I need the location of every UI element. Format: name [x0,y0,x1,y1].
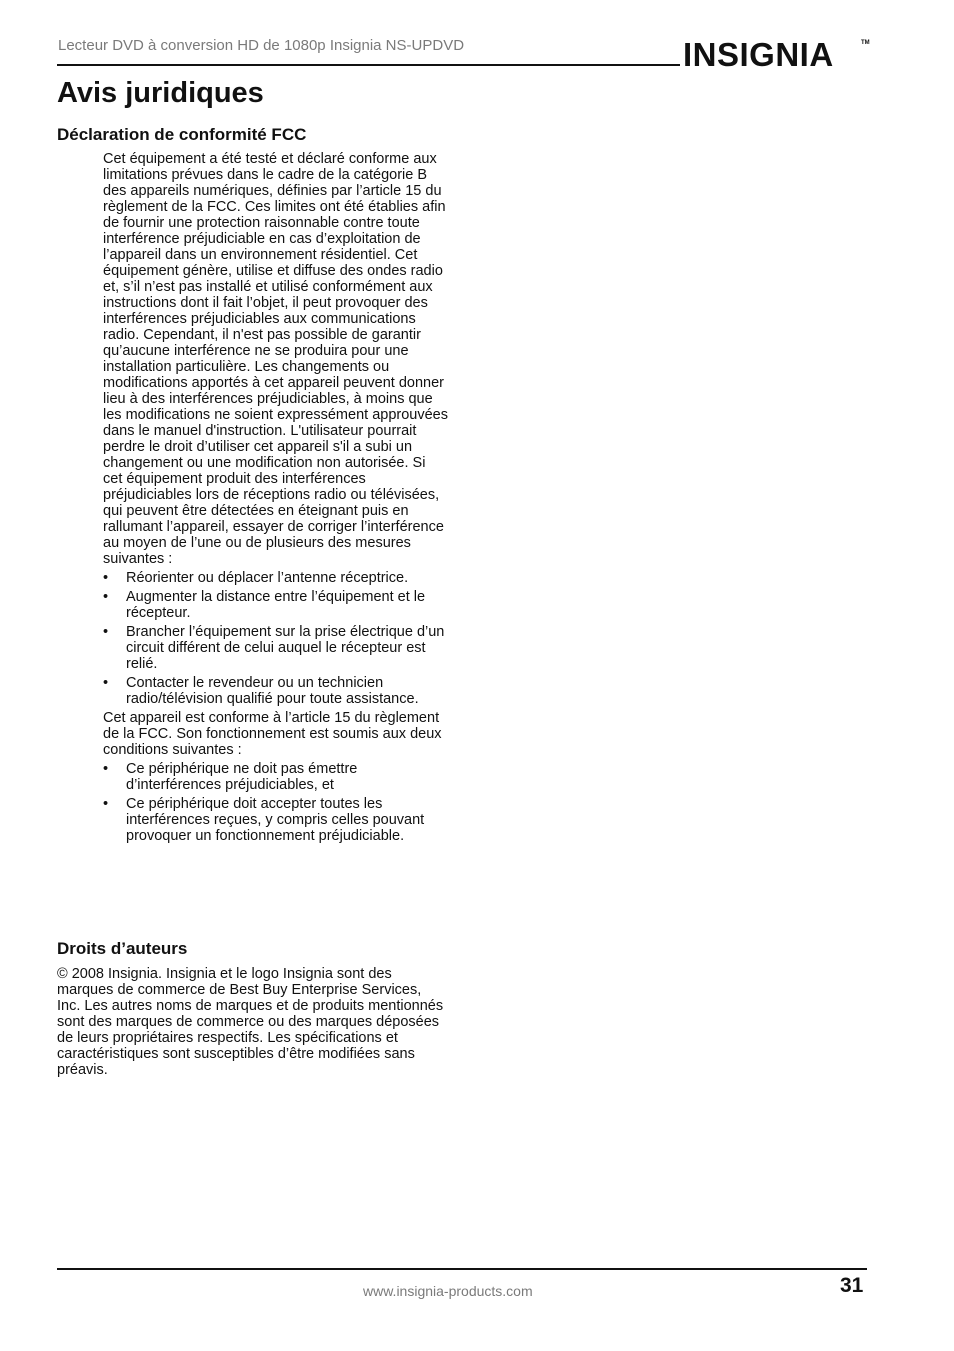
measure-text: Contacter le revendeur ou un technicien radio/télévision qualifié pour toute assistance. [126,675,419,707]
list-item [103,796,448,844]
page-number: 31 [840,1274,864,1297]
header-rule [57,64,680,66]
measure-text: Réorienter ou déplacer l’antenne réceptrice. [126,570,409,586]
logo-trademark: TM [861,40,870,46]
bullet: • [103,624,109,640]
copyright-text: © 2008 Insignia. Insignia et le logo Insignia sont des marques de commerce de Best Buy Enterprise Services, Inc. Les autres noms de marques et de produits mentionnés sont des marques de commerce ou des marques déposées de leurs propriétaires respectifs. Les spécifications et caractéristiques sont susceptibles d’être modifiées sans préavis. [57,966,444,1078]
page-title: Avis juridiques [57,77,264,109]
measure-text: Augmenter la distance entre l’équipement et le récepteur. [126,589,426,621]
measures-list [103,570,448,707]
list-item [103,761,448,793]
fcc-heading: Déclaration de conformité FCC [57,125,307,144]
list-item [103,589,448,621]
bullet: • [103,761,109,777]
list-item [103,624,448,672]
insignia-logo: INSIGNIA [683,36,834,73]
bullet: • [103,570,109,586]
bullet: • [103,589,109,605]
fcc-section [103,151,448,847]
header-title: Lecteur DVD à conversion HD de 1080p Insignia NS-UPDVD [58,37,465,54]
bullet: • [103,675,109,691]
list-item [103,570,448,586]
footer-url: www.insignia-products.com [363,1283,533,1299]
bullet: • [103,796,109,812]
condition-text: Ce périphérique doit accepter toutes les interférences reçues, y compris celles pouvant provoquer un fonctionnement préjudiciable. [126,796,425,844]
fcc-intro: Cet équipement a été testé et déclaré conforme aux limitations prévues dans le cadre de la catégorie B des appareils numériques, définies par l’article 15 du règlement de la FCC. Ces limites ont été établies afin de fournir une protection raisonnable contre toute interférence préjudiciable en cas d’exploitation de l’appareil dans un environnement résidentiel. Cet équipement génère, utilise et diffuse des ondes radio et, s’il n’est pas installé et utilisé conformément aux instructions dont il fait l’objet, il peut provoquer des interférences préjudiciables aux communications radio. Cependant, il n'est pas possible de garantir qu’aucune interférence ne se produira pour une installation particulière. Les changements ou modifications apportés à cet appareil peuvent donner lieu à des interférences préjudiciables, à moins que les modifications ne soient expressément approuvées dans le manuel d'instruction. L'utilisateur pourrait perdre le droit d’utiliser cet appareil s'il a subi un changement ou une modification non autorisée. Si cet équipement produit des interférences préjudiciables lors de réceptions radio ou télévisées, qui peuvent être détectées en éteignant puis en rallumant l’appareil, essayer de corriger l’interférence au moyen de l’une ou de plusieurs des mesures suivantes : [103,151,448,567]
measure-text: Brancher l’équipement sur la prise électrique d’un circuit différent de celui auquel le récepteur est relié. [126,624,445,672]
copyright-heading: Droits d’auteurs [57,939,188,958]
list-item [103,675,448,707]
footer-rule [57,1268,867,1270]
condition-text: Ce périphérique ne doit pas émettre d’interférences préjudiciables, et [126,761,358,793]
fcc-conformity: Cet appareil est conforme à l’article 15 du règlement de la FCC. Son fonctionnement est soumis aux deux conditions suivantes : [103,710,442,758]
conditions-list [103,761,448,844]
